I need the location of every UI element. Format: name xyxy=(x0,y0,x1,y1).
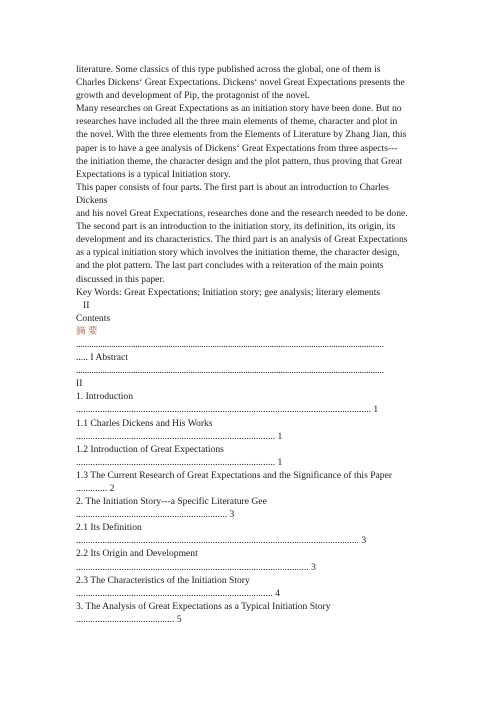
contents-section xyxy=(76,312,426,626)
toc-page-number: 4 xyxy=(275,587,280,599)
toc-page-number: 1 xyxy=(277,456,283,468)
toc-leader-dots: ...................................................................................................................... xyxy=(76,535,360,547)
chinese-abstract-entry: 摘 要 xyxy=(76,325,98,337)
abstract-line: the novel. With the three elements from the Elements of Literature by Zhang Jian, this xyxy=(76,129,407,141)
toc-entry[interactable] xyxy=(76,443,426,469)
toc-leader-dots: ................................................................................................. xyxy=(76,561,309,573)
abstract-line: This paper consists of four parts. The first part is about an introduction to Charles xyxy=(76,181,389,193)
abstract-line: the initiation theme, the character design and the plot pattern, thus proving that Great xyxy=(76,155,403,167)
toc-page-number: 3 xyxy=(311,561,316,573)
abstract-line: and his novel Great Expectations, researches done and the research needed to be done. xyxy=(76,208,408,220)
toc-entry[interactable] xyxy=(76,364,426,390)
toc-title: 1. Introduction xyxy=(76,391,134,403)
abstract-line: Many researches on Great Expectations as an initiation story have been done. But no xyxy=(76,103,402,115)
toc-entry[interactable] xyxy=(76,338,426,364)
toc-page-number: 2 xyxy=(109,483,115,494)
toc-page-number: 5 xyxy=(176,613,182,625)
abstract-line: literature. Some classics of this type published across the global, one of them is xyxy=(76,64,381,75)
toc-page-number: 3 xyxy=(229,509,235,521)
toc-leader-dots: ......................................... xyxy=(76,613,175,625)
toc-leader-dots: ........................................................................................................................... xyxy=(76,404,372,416)
toc-leader-dots: ............. xyxy=(76,483,108,494)
abstract-line: growth and development of Pip, the protagonist of the novel. xyxy=(76,90,310,102)
abstract-section xyxy=(76,63,426,312)
toc-title: 2. The Initiation Story---a Specific Literature Gee xyxy=(76,496,267,508)
toc-title: 2.1 Its Definition xyxy=(76,522,142,534)
toc-leader-dots: .................................................................................. xyxy=(76,587,273,599)
toc-entry[interactable] xyxy=(76,495,426,521)
toc-page-number: 3 xyxy=(361,535,367,547)
toc-entry[interactable] xyxy=(76,547,426,573)
contents-heading: Contents xyxy=(76,312,111,324)
abstract-line: paper is to have a gee analysis of Dickens‘ Great Expectations from three aspects--- xyxy=(76,142,398,154)
abstract-line: Dickens xyxy=(76,194,108,206)
keywords-line: Key Words: Great Expectations; Initiation story; gee analysis; literary elements xyxy=(76,286,381,298)
toc-title: ..... I Abstract xyxy=(76,352,128,364)
toc-entry[interactable] xyxy=(76,574,426,600)
toc-leader-dots: ............................................................... xyxy=(76,509,228,521)
toc-title: 2.2 Its Origin and Development xyxy=(76,548,198,560)
abstract-line: discussed in this paper. xyxy=(76,273,165,285)
toc-entry[interactable] xyxy=(76,521,426,547)
abstract-line: development and its characteristics. The third part is an analysis of Great Expectations xyxy=(76,234,408,246)
document-body xyxy=(76,63,426,626)
toc-leader-dots: ................................................................................... xyxy=(76,430,276,442)
toc-entry[interactable] xyxy=(76,390,426,416)
abstract-line: Charles Dickens‘ Great Expectations. Dickens‘ novel Great Expectations presents the xyxy=(76,77,405,89)
toc-title: 1.3 The Current Research of Great Expectations and the Significance of this Paper xyxy=(76,469,393,481)
toc-title: 1.2 Introduction of Great Expectations xyxy=(76,443,224,455)
abstract-line: and the plot pattern. The last part concludes with a reiteration of the main points xyxy=(76,260,384,272)
toc-page-number: 1 xyxy=(373,404,379,416)
toc-leader-dots: ................................................................................... xyxy=(76,456,276,468)
toc-title: II xyxy=(76,378,83,390)
toc-title: 2.3 The Characteristics of the Initiation Story xyxy=(76,574,250,586)
abstract-line: Expectations is a typical Initiation story. xyxy=(76,168,231,180)
toc-leader-dots: ............................................................................................................................................ xyxy=(76,338,384,350)
toc-entry[interactable] xyxy=(76,600,426,626)
toc-title: 1.1 Charles Dickens and His Works xyxy=(76,417,213,429)
abstract-line: as a typical initiation story which involves the initiation theme, the character design, xyxy=(76,247,400,259)
toc-entry[interactable] xyxy=(76,469,426,495)
abstract-line: researches have included all the three main elements of theme, character and plot in xyxy=(76,116,398,128)
abstract-line: The second part is an introduction to the initiation story, its definition, its origin, its xyxy=(76,221,396,233)
toc-entry[interactable] xyxy=(76,417,426,443)
page-numeral: II xyxy=(83,299,90,311)
toc-leader-dots: ............................................................................................................................................ xyxy=(76,365,384,377)
toc-page-number: 1 xyxy=(277,430,283,442)
toc-title: 3. The Analysis of Great Expectations as a Typical Initiation Story xyxy=(76,600,331,612)
